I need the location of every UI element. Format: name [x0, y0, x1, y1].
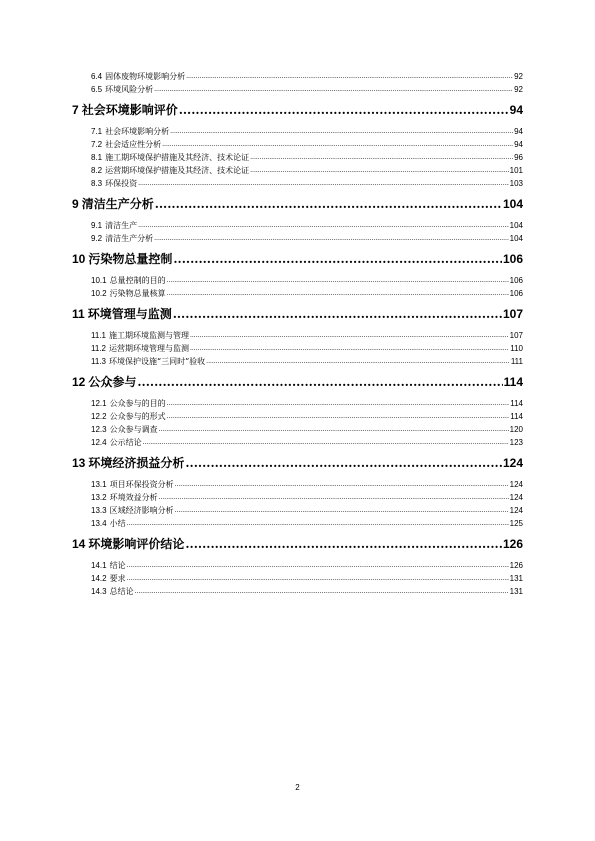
- toc-entry-number: 12.3: [91, 425, 107, 434]
- toc-entry-text: 环境经济损益分析: [88, 456, 185, 470]
- toc-chapter-entry[interactable]: [72, 374, 523, 390]
- toc-leader-dots: [175, 477, 509, 491]
- toc-chapter-entry[interactable]: [72, 536, 523, 552]
- toc-entry-page: 131: [509, 574, 523, 583]
- toc-leader-dots: [185, 455, 502, 471]
- toc-leader-dots: [250, 150, 513, 164]
- toc-entry-text: 清洁生产: [105, 221, 138, 230]
- toc-entry-number: 7.1: [91, 127, 103, 136]
- toc-leader-dots: [143, 435, 509, 449]
- toc-chapter-entry[interactable]: [72, 102, 523, 118]
- toc-entry-text: 环境保护设施“三同时”验收: [108, 357, 206, 366]
- toc-entry-text: 社会适应性分析: [105, 140, 162, 149]
- toc-entry-page: 111: [510, 357, 523, 366]
- toc-entry-number: 6.5: [91, 85, 103, 94]
- toc-entry-text: 公众参与: [88, 375, 137, 389]
- toc-leader-dots: [167, 286, 509, 300]
- toc-entry-text: 总量控制的目的: [109, 276, 166, 285]
- toc-entry-page: 103: [509, 179, 523, 188]
- toc-leader-dots: [206, 354, 510, 368]
- toc-entry-title: [91, 436, 142, 449]
- toc-leader-dots: [185, 536, 502, 552]
- toc-chapter-entry[interactable]: [72, 251, 523, 267]
- toc-entry-page: 107: [509, 331, 523, 340]
- toc-entry-number: 7.2: [91, 140, 103, 149]
- toc-entry-page: 106: [509, 276, 523, 285]
- toc-entry-title: [91, 125, 169, 138]
- toc-entry-text: 公示结论: [109, 438, 142, 447]
- toc-entry-text: 结论: [109, 561, 126, 570]
- toc-entry-number: 13: [72, 456, 86, 470]
- toc-entry-text: 项目环保投资分析: [109, 480, 174, 489]
- toc-entry-text: 环境影响评价结论: [88, 537, 185, 551]
- toc-chapter-entry[interactable]: [72, 455, 523, 471]
- toc-section-entry[interactable]: [91, 517, 523, 530]
- toc-entry-title: [91, 151, 249, 164]
- toc-entry-number: 11.2: [91, 344, 106, 353]
- toc-section-entry[interactable]: [91, 436, 523, 449]
- toc-entry-title: [72, 306, 172, 322]
- toc-leader-dots: [127, 571, 509, 585]
- toc-entry-title: [91, 342, 189, 355]
- toc-entry-number: 13.2: [91, 493, 107, 502]
- toc-section-entry[interactable]: [91, 177, 523, 190]
- toc-entry-number: 14.3: [91, 587, 107, 596]
- toc-entry-title: [91, 491, 158, 504]
- toc-entry-text: 固体废物环境影响分析: [105, 72, 186, 81]
- toc-entry-page: 104: [509, 221, 523, 230]
- toc-entry-text: 清洁生产分析: [81, 197, 154, 211]
- toc-entry-title: [72, 374, 136, 390]
- toc-entry-page: 104: [502, 197, 523, 211]
- toc-section-entry[interactable]: [91, 355, 523, 368]
- toc-entry-title: [91, 287, 166, 300]
- toc-entry-number: 14: [72, 537, 86, 551]
- toc-entry-text: 环境效益分析: [109, 493, 158, 502]
- table-of-contents: [72, 70, 523, 598]
- toc-leader-dots: [186, 69, 513, 83]
- toc-entry-title: [91, 138, 161, 151]
- toc-entry-title: [91, 329, 189, 342]
- toc-entry-page: 125: [509, 519, 523, 528]
- toc-entry-number: 12.4: [91, 438, 107, 447]
- toc-entry-page: 94: [514, 127, 523, 136]
- toc-leader-dots: [170, 124, 513, 138]
- toc-entry-text: 环境管理与监测: [87, 307, 172, 321]
- toc-entry-text: 运营期环境管理与监测: [108, 344, 189, 353]
- toc-leader-dots: [135, 584, 509, 598]
- toc-entry-number: 10.2: [91, 289, 107, 298]
- toc-entry-page: 106: [502, 252, 523, 266]
- toc-entry-title: [91, 397, 166, 410]
- toc-entry-title: [91, 355, 205, 368]
- toc-entry-text: 环境风险分析: [105, 85, 154, 94]
- toc-entry-page: 124: [509, 506, 523, 515]
- toc-entry-text: 施工期环境监测与管理: [108, 331, 189, 340]
- toc-entry-number: 11.3: [91, 357, 106, 366]
- toc-entry-number: 13.1: [91, 480, 107, 489]
- toc-entry-title: [91, 517, 126, 530]
- toc-entry-number: 7: [72, 103, 79, 117]
- toc-entry-page: 126: [502, 537, 523, 551]
- toc-entry-number: 8.2: [91, 166, 103, 175]
- toc-entry-page: 110: [510, 344, 523, 353]
- toc-entry-page: 94: [514, 140, 523, 149]
- toc-entry-title: [72, 102, 178, 118]
- toc-entry-text: 要求: [109, 574, 126, 583]
- toc-section-entry[interactable]: [91, 232, 523, 245]
- toc-entry-title: [91, 219, 137, 232]
- toc-entry-page: 131: [509, 587, 523, 596]
- toc-entry-title: [91, 585, 134, 598]
- toc-leader-dots: [127, 558, 509, 572]
- toc-entry-number: 13.4: [91, 519, 107, 528]
- toc-entry-page: 106: [509, 289, 523, 298]
- toc-entry-number: 13.3: [91, 506, 107, 515]
- toc-entry-text: 社会环境影响分析: [105, 127, 170, 136]
- toc-entry-number: 9: [72, 197, 79, 211]
- toc-section-entry[interactable]: [91, 287, 523, 300]
- toc-entry-title: [91, 232, 153, 245]
- toc-chapter-entry[interactable]: [72, 196, 523, 212]
- toc-chapter-entry[interactable]: [72, 306, 523, 322]
- toc-entry-text: 区域经济影响分析: [109, 506, 174, 515]
- toc-entry-number: 11: [72, 307, 85, 321]
- toc-entry-page: 101: [509, 166, 523, 175]
- toc-leader-dots: [154, 231, 509, 245]
- toc-leader-dots: [179, 102, 509, 118]
- toc-entry-number: 10.1: [91, 276, 107, 285]
- toc-entry-title: [91, 177, 137, 190]
- toc-entry-text: 清洁生产分析: [105, 234, 154, 243]
- toc-entry-text: 施工期环境保护措施及其经济、技术论证: [105, 153, 250, 162]
- toc-section-entry[interactable]: [91, 585, 523, 598]
- toc-entry-number: 12.2: [91, 412, 107, 421]
- toc-entry-number: 11.1: [91, 331, 106, 340]
- toc-leader-dots: [190, 341, 509, 355]
- toc-entry-title: [91, 274, 166, 287]
- toc-entry-page: 114: [510, 412, 523, 421]
- toc-entry-title: [72, 536, 184, 552]
- toc-entry-text: 运营期环境保护措施及其经济、技术论证: [105, 166, 250, 175]
- toc-entry-title: [91, 559, 126, 572]
- toc-entry-text: 公众参与的形式: [109, 412, 166, 421]
- toc-entry-number: 8.3: [91, 179, 103, 188]
- toc-leader-dots: [167, 273, 509, 287]
- toc-leader-dots: [167, 396, 510, 410]
- toc-entry-number: 9.2: [91, 234, 103, 243]
- toc-entry-page: 124: [509, 493, 523, 502]
- toc-entry-page: 124: [509, 480, 523, 489]
- toc-entry-number: 10: [72, 252, 86, 266]
- toc-entry-title: [91, 83, 153, 96]
- toc-entry-text: 公众参与调查: [109, 425, 158, 434]
- toc-entry-text: 污染物总量核算: [109, 289, 166, 298]
- toc-entry-title: [91, 572, 126, 585]
- toc-leader-dots: [250, 163, 509, 177]
- toc-entry-title: [91, 410, 166, 423]
- toc-entry-title: [72, 455, 184, 471]
- toc-entry-number: 12: [72, 375, 86, 389]
- toc-entry-page: 107: [502, 307, 523, 321]
- toc-leader-dots: [127, 516, 509, 530]
- toc-section-entry[interactable]: [91, 83, 523, 96]
- toc-entry-number: 8.1: [91, 153, 103, 162]
- toc-leader-dots: [138, 218, 509, 232]
- toc-leader-dots: [167, 409, 510, 423]
- toc-entry-text: 总结论: [109, 587, 134, 596]
- toc-leader-dots: [162, 137, 513, 151]
- toc-entry-text: 污染物总量控制: [88, 252, 173, 266]
- toc-entry-page: 123: [509, 438, 523, 447]
- toc-leader-dots: [159, 422, 509, 436]
- toc-entry-page: 96: [514, 153, 523, 162]
- toc-leader-dots: [154, 82, 513, 96]
- toc-entry-title: [72, 251, 172, 267]
- toc-entry-number: 14.1: [91, 561, 107, 570]
- toc-entry-page: 114: [503, 375, 523, 389]
- toc-entry-number: 9.1: [91, 221, 103, 230]
- toc-entry-title: [72, 196, 154, 212]
- toc-entry-text: 环保投资: [105, 179, 138, 188]
- toc-entry-text: 公众参与的目的: [109, 399, 166, 408]
- toc-entry-text: 小结: [109, 519, 126, 528]
- toc-entry-page: 92: [514, 72, 523, 81]
- toc-leader-dots: [155, 196, 502, 212]
- toc-entry-page: 114: [510, 399, 523, 408]
- toc-leader-dots: [175, 503, 509, 517]
- toc-entry-page: 126: [509, 561, 523, 570]
- toc-entry-text: 社会环境影响评价: [81, 103, 178, 117]
- toc-leader-dots: [190, 328, 509, 342]
- toc-entry-number: 6.4: [91, 72, 103, 81]
- toc-leader-dots: [159, 490, 509, 504]
- toc-entry-page: 124: [502, 456, 523, 470]
- toc-leader-dots: [173, 251, 502, 267]
- toc-leader-dots: [138, 176, 509, 190]
- toc-entry-page: 92: [514, 85, 523, 94]
- page-number: 2: [295, 783, 300, 792]
- toc-entry-number: 14.2: [91, 574, 107, 583]
- toc-leader-dots: [173, 306, 502, 322]
- toc-entry-page: 94: [509, 103, 523, 117]
- toc-entry-page: 120: [509, 425, 523, 434]
- toc-entry-number: 12.1: [91, 399, 107, 408]
- toc-entry-page: 104: [509, 234, 523, 243]
- toc-leader-dots: [137, 374, 502, 390]
